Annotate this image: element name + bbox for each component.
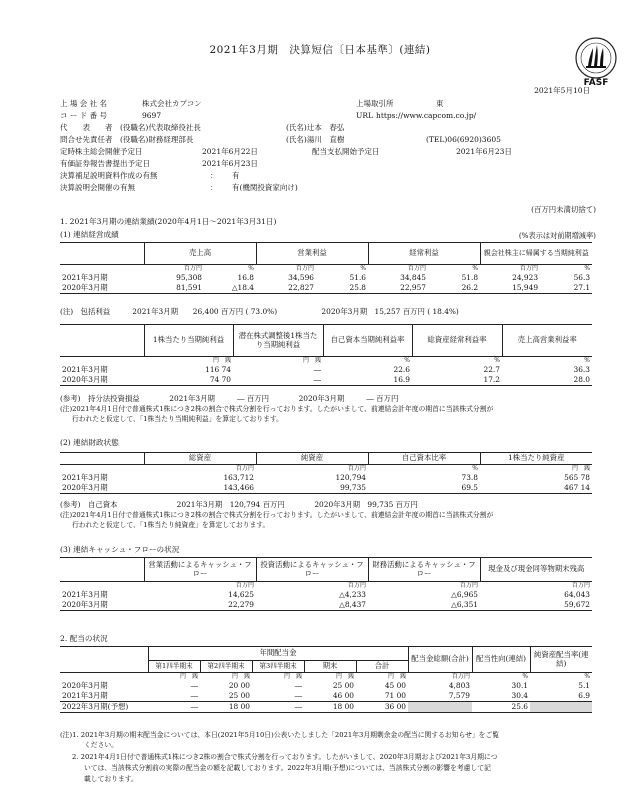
table-cell: [408, 702, 472, 713]
header-operating-cf: 営業活動によるキャッシュ・フロー: [144, 558, 256, 582]
unit-cell: %: [584, 357, 590, 365]
header-annual-dividend: 年間配当金: [148, 647, 408, 661]
unit-cell: 百万円: [347, 582, 366, 590]
report-date: 2021年5月10日: [534, 86, 590, 95]
row-label: 2020年3月期: [62, 681, 108, 691]
header-op-margin: 売上高営業利益率: [502, 325, 592, 357]
div-start-label: 配当支払開始予定日: [312, 147, 380, 156]
fp-note-1: (注)2021年4月1日付で普通株式1株につき2株の割合で株式分割を行っております。したがいまして、前連結会計年度の期首に当該株式分割が: [60, 511, 494, 519]
table-row: [60, 702, 592, 713]
table-cell: 14,625: [228, 590, 254, 600]
table-cell: 116 74: [205, 365, 231, 375]
div-start-value: 2021年6月23日: [456, 147, 512, 156]
table-cell: △18.4: [231, 283, 254, 293]
op-results-table: [60, 242, 592, 294]
table-cell: 25.8: [349, 283, 367, 293]
unit-cell: %: [360, 265, 367, 273]
table-cell: ―: [313, 375, 321, 385]
pct-note: (%表示は対前期増減率): [518, 231, 596, 240]
code-value: 9697: [142, 111, 162, 120]
unit-cell: 百万円: [235, 582, 254, 590]
unit-cell: 円 銭: [283, 673, 302, 681]
header-equity-ratio: 自己資本比率: [368, 453, 480, 465]
row-label: 2020年3月期: [62, 483, 108, 493]
header-investing-cf: 投資活動によるキャッシュ・フロー: [256, 558, 368, 582]
header-eps: 1株当たり当期純利益: [144, 325, 233, 357]
report-value: 2021年6月23日: [202, 159, 258, 168]
table-cell: 36.3: [573, 365, 590, 375]
row-label: 2020年3月期: [62, 283, 108, 293]
table-cell: 16.8: [237, 273, 254, 283]
unit-cell: 百万円: [452, 673, 471, 681]
unit-cell: 百万円: [408, 265, 427, 273]
table-row: [60, 681, 592, 691]
financial-position-table: [60, 452, 592, 494]
table-cell: ―: [294, 681, 302, 691]
unit-cell: 円 銭: [231, 673, 250, 681]
dividends-title: 2. 配当の状況: [60, 634, 108, 643]
header-doe: 純資産配当率(連結): [530, 647, 592, 673]
table-cell: 143,466: [223, 483, 254, 493]
table-cell: 18 00: [332, 702, 354, 712]
unit-cell: %: [248, 265, 254, 273]
unit-cell: 円 銭: [302, 357, 321, 365]
brief-colon: ：: [210, 183, 218, 192]
table-cell: 22,957: [400, 283, 427, 293]
div-note-1a: (注)1. 2021年3月期の期末配当金については、本日(2021年5月10日)公表いたしました「2021年3月期剰余金の配当に関するお知らせ」をご覧: [60, 731, 500, 739]
table-cell: △8,437: [339, 600, 366, 610]
table-cell: △6,965: [451, 590, 478, 600]
row-label: 2020年3月期: [62, 375, 108, 385]
table-cell: 467 14: [564, 483, 590, 493]
header-cash-end: 現金及び現金同等物期末残高: [480, 558, 592, 582]
table-cell: 16.9: [393, 375, 410, 385]
split-note-1: (注)2021年4月1日付で普通株式1株につき2株の割合で株式分割を行っております。したがいまして、前連結会計年度の期首に当該株式分割が: [60, 405, 494, 413]
unit-cell: 円 銭: [335, 673, 354, 681]
unit-cell: 百万円: [347, 465, 366, 473]
table-cell: 24,923: [512, 273, 539, 283]
table-cell: 4,803: [448, 681, 471, 691]
code-label: コ ー ド 番 号: [60, 111, 108, 120]
table-cell: 20 00: [228, 681, 250, 691]
table-cell: 30.4: [511, 691, 529, 701]
header-total-assets: 総資産: [144, 453, 256, 465]
header-year-end: 期末: [304, 661, 356, 673]
header-sales: 売上高: [144, 243, 256, 265]
agm-label: 定時株主総会開催予定日: [60, 147, 143, 156]
table-cell: 27.1: [573, 283, 591, 293]
div-note-2a: 2. 2021年4月1日付で普通株式1株につき2株の割合で株式分割を行っております。したがいまして、2020年3月期および2021年3月期につ: [72, 753, 498, 761]
table-row: [60, 590, 592, 600]
rep-name: (氏名)辻本 春弘: [286, 123, 345, 132]
unit-cell: %: [494, 357, 500, 365]
table-row: [60, 273, 592, 283]
row-label: 2021年3月期: [62, 365, 108, 375]
header-total: 合計: [356, 661, 408, 673]
table-row: [60, 283, 592, 294]
url-value[interactable]: https://www.capcom.co.jp/: [376, 111, 477, 120]
header-bps: 1株当たり純資産: [480, 453, 592, 465]
op-results-title: (1) 連結経営成績: [60, 230, 119, 239]
table-row: [60, 365, 592, 375]
table-cell: 34,596: [288, 273, 314, 283]
contact-name: (氏名)湯川 直樹: [286, 135, 345, 144]
header-roe: 自己資本当期純利益率: [323, 325, 412, 357]
table-cell: 17.2: [483, 375, 500, 385]
equity-reference: (参考) 自己資本 2021年3月期 120,794 百万円 2020年3月期 99,735 百万円: [60, 500, 418, 509]
cash-flows-table: [60, 557, 592, 611]
row-label: 2021年3月期: [62, 590, 108, 600]
table-row: [60, 600, 592, 611]
table-row: [60, 691, 592, 702]
table-cell: ―: [313, 365, 321, 375]
table-cell: 71 00: [384, 691, 407, 701]
table-cell: 120,794: [335, 473, 366, 483]
row-label: 2021年3月期: [62, 473, 108, 483]
rep-label: 代 表 者: [60, 123, 113, 132]
header-payout-ratio: 配当性向(連結): [472, 647, 530, 673]
header-q1: 第1四半期末: [148, 661, 200, 673]
page-title: 2021年3月期 決算短信〔日本基準〕(連結): [209, 44, 431, 56]
table-cell: 5.1: [578, 681, 591, 691]
unit-cell: 百万円: [459, 582, 478, 590]
table-cell: 36 00: [384, 702, 407, 712]
div-note-2b: いては、当該株式分割前の実際の配当金の額を記載しております。2022年3月期(予想)については、当該株式分割の影響を考慮して記: [84, 764, 491, 772]
comprehensive-income-note: (注) 包括利益 2021年3月期 26,400 百万円 ( 73.0%) 2020年3月期 15,257 百万円 ( 18.4%): [60, 307, 459, 316]
header-q3: 第3四半期末: [252, 661, 304, 673]
table-cell: 34,845: [400, 273, 427, 283]
table-row: [60, 473, 592, 483]
per-share-table: [60, 324, 592, 386]
header-net-income: 親会社株主に帰属する当期純利益: [480, 243, 592, 265]
header-total-dividend: 配当金総額(合計): [408, 647, 472, 673]
table-cell: 46 00: [332, 691, 354, 701]
table-cell: [530, 702, 592, 713]
report-label: 有価証券報告書提出予定日: [60, 159, 150, 168]
split-note-2: 行われたと仮定して、「1株当たり当期純利益」を算定しております。: [72, 415, 283, 423]
contact-title: (役職名)財務経理部長: [120, 135, 194, 144]
div-note-1b: ください。: [84, 741, 118, 749]
contact-tel: (TEL)06(6920)3605: [426, 135, 501, 144]
supp-colon: ：: [210, 171, 218, 180]
company-value: 株式会社カプコン: [142, 99, 202, 108]
table-cell: 6.9: [578, 691, 591, 701]
row-label: 2021年3月期: [62, 691, 108, 701]
table-cell: 69.5: [461, 483, 478, 493]
brief-label: 決算説明会開催の有無: [60, 183, 135, 192]
header-diluted-eps: 潜在株式調整後1株当たり当期純利益: [233, 325, 323, 357]
header-operating-income: 営業利益: [256, 243, 368, 265]
unit-cell: %: [522, 673, 529, 681]
table-cell: △4,233: [339, 590, 366, 600]
table-cell: 59,672: [564, 600, 590, 610]
financial-position-title: (2) 連結財政状態: [60, 438, 119, 447]
row-label: 2020年3月期: [62, 600, 108, 610]
table-cell: ―: [190, 681, 198, 691]
table-cell: ―: [190, 691, 198, 701]
rep-title: (役職名)代表取締役社長: [120, 123, 201, 132]
table-row: [60, 483, 592, 494]
table-cell: 25 00: [228, 691, 250, 701]
table-cell: 28.0: [573, 375, 590, 385]
cash-flows-title: (3) 連結キャッシュ・フローの状況: [60, 545, 180, 554]
unit-cell: %: [472, 465, 478, 473]
dividends-table: [60, 646, 592, 713]
header-financing-cf: 財務活動によるキャッシュ・フロー: [368, 558, 480, 582]
table-cell: 73.8: [461, 473, 478, 483]
exchange-label: 上場取引所: [356, 99, 394, 108]
unit-cell: %: [404, 357, 410, 365]
table-cell: 45 00: [384, 681, 407, 691]
unit-cell: %: [584, 673, 591, 681]
unit-cell: 円 銭: [571, 465, 590, 473]
table-row: [60, 375, 592, 386]
table-cell: 22,279: [228, 600, 254, 610]
table-cell: ―: [190, 702, 198, 712]
table-cell: 74 70: [209, 375, 231, 385]
supp-label: 決算補足説明資料作成の有無: [60, 171, 158, 180]
table-cell: 15,949: [512, 283, 539, 293]
unit-cell: 百万円: [295, 265, 314, 273]
brief-value: 有(機関投資家向け): [232, 183, 298, 192]
unit-cell: %: [584, 265, 591, 273]
table-cell: 99,735: [340, 483, 366, 493]
div-note-2c: 載しております。: [84, 775, 138, 783]
exchange-value: 東: [436, 99, 444, 108]
header-net-assets: 純資産: [256, 453, 368, 465]
unit-cell: 円 銭: [388, 673, 407, 681]
header-ordinary-income: 経常利益: [368, 243, 480, 265]
row-label: 2022年3月期(予想): [62, 702, 129, 712]
url-label: URL: [356, 111, 373, 120]
table-cell: 51.6: [349, 273, 367, 283]
unit-cell: 円 銭: [179, 673, 198, 681]
unit-cell: 円 銭: [212, 357, 231, 365]
unit-cell: %: [472, 265, 479, 273]
table-cell: 22.7: [483, 365, 500, 375]
table-cell: 163,712: [223, 473, 254, 483]
table-cell: 95,308: [176, 273, 202, 283]
fasf-logo-text: FASF: [583, 78, 609, 88]
table-cell: ―: [294, 702, 302, 712]
unit-cell: 百万円: [183, 265, 202, 273]
table-cell: 25.6: [511, 702, 529, 712]
table-cell: 26.2: [461, 283, 479, 293]
table-cell: 30.1: [511, 681, 529, 691]
agm-value: 2021年6月22日: [202, 147, 258, 156]
table-cell: △6,351: [451, 600, 478, 610]
supp-value: 有: [232, 171, 240, 180]
fp-note-2: 行われたと仮定して、「1株当たり純資産」を算定しております。: [72, 521, 270, 529]
company-label: 上 場 会 社 名: [60, 99, 108, 108]
equity-method-note: (参考) 持分法投資損益 2021年3月期 ― 百万円 2020年3月期 ― 百万円: [60, 394, 399, 403]
table-cell: 18 00: [228, 702, 250, 712]
header-q2: 第2四半期末: [200, 661, 252, 673]
unit-cell: 百万円: [235, 465, 254, 473]
rounding-note: (百万円未満切捨て): [531, 205, 596, 214]
table-cell: 7,579: [448, 691, 471, 701]
table-cell: 22.6: [393, 365, 410, 375]
table-cell: ―: [294, 691, 302, 701]
table-cell: 51.8: [461, 273, 479, 283]
table-cell: 81,591: [176, 283, 202, 293]
table-cell: 64,043: [564, 590, 590, 600]
unit-cell: 百万円: [571, 582, 590, 590]
unit-cell: 百万円: [520, 265, 539, 273]
table-cell: 565 78: [564, 473, 590, 483]
table-cell: 56.3: [573, 273, 591, 283]
header-roa: 総資産経常利益率: [412, 325, 502, 357]
table-cell: 22,827: [288, 283, 314, 293]
section1-title: 1. 2021年3月期の連結業績(2020年4月1日～2021年3月31日): [60, 217, 277, 226]
table-cell: 25 00: [332, 681, 354, 691]
contact-label: 問合せ先責任者: [60, 135, 113, 144]
row-label: 2021年3月期: [62, 273, 108, 283]
